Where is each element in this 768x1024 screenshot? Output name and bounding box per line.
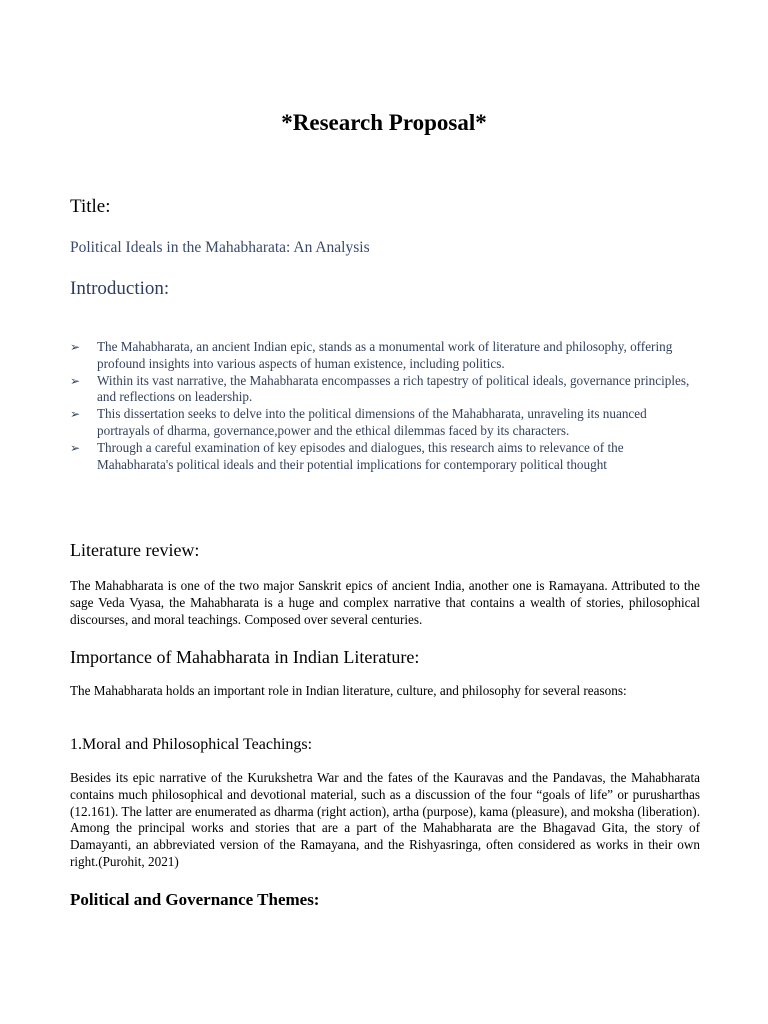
proposal-subtitle: Political Ideals in the Mahabharata: An Analysis [70, 239, 370, 256]
arrow-bullet-icon: ➢ [70, 440, 81, 455]
introduction-bullet-list [70, 339, 700, 473]
bullet-text: The Mahabharata, an ancient Indian epic, stands as a monumental work of literature and philosophy, offering profound insights into various aspects of human existence, including politics. [97, 339, 673, 371]
list-item [70, 373, 700, 407]
arrow-bullet-icon: ➢ [70, 340, 81, 354]
arrow-bullet-icon: ➢ [70, 407, 81, 422]
importance-heading: Importance of Mahabharata in Indian Literature: [70, 647, 420, 667]
moral-teachings-paragraph: Besides its epic narrative of the Kurukshetra War and the fates of the Kauravas and the Pandavas, the Mahabharata contains much philosophical and devotional material, such as a discussion of the four “goals of life” or purusharthas (12.161). The latter are enumerated as dharma (right action), artha (purpose), kama (pleasure), and moksha (liberation). Among the principal works and stories that are a part of the Mahabharata are the Bhagavad Gita, the story of Damayanti, an abbreviated version of the Ramayana, and the Rishyasringa, often considered as works in their own right.(Purohit, 2021) [70, 770, 700, 869]
literature-review-heading: Literature review: [70, 540, 200, 560]
document-title: *Research Proposal* [281, 110, 487, 135]
introduction-heading: Introduction: [70, 278, 170, 299]
arrow-bullet-icon: ➢ [70, 373, 81, 388]
literature-review-paragraph: The Mahabharata is one of the two major Sanskrit epics of ancient India, another one is Ramayana. Attributed to the sage Veda Vyasa, the Mahabharata is a huge and complex narrative that contains a wealth of stories, philosophical discourses, and moral teachings. Composed over several centuries. [70, 578, 700, 627]
moral-teachings-heading: 1.Moral and Philosophical Teachings: [70, 736, 313, 753]
title-label: Title: [70, 196, 111, 217]
list-item [70, 440, 700, 474]
bullet-text: This dissertation seeks to delve into the political dimensions of the Mahabharata, unraveling its nuanced portrayals of dharma, governance,power and the ethical dilemmas faced by its characters. [97, 406, 647, 438]
bullet-text: Within its vast narrative, the Mahabharata encompasses a rich tapestry of political ideals, governance principles, and reflections on leadership. [97, 372, 690, 405]
list-item [70, 339, 700, 373]
political-themes-heading: Political and Governance Themes: [70, 890, 320, 909]
list-item [70, 406, 700, 440]
bullet-text: Through a careful examination of key episodes and dialogues, this research aims to relevance of the Mahabharata's political ideals and their potential implications for contemporary political thought [97, 439, 624, 472]
importance-paragraph: The Mahabharata holds an important role in Indian literature, culture, and philosophy for several reasons: [70, 683, 627, 698]
